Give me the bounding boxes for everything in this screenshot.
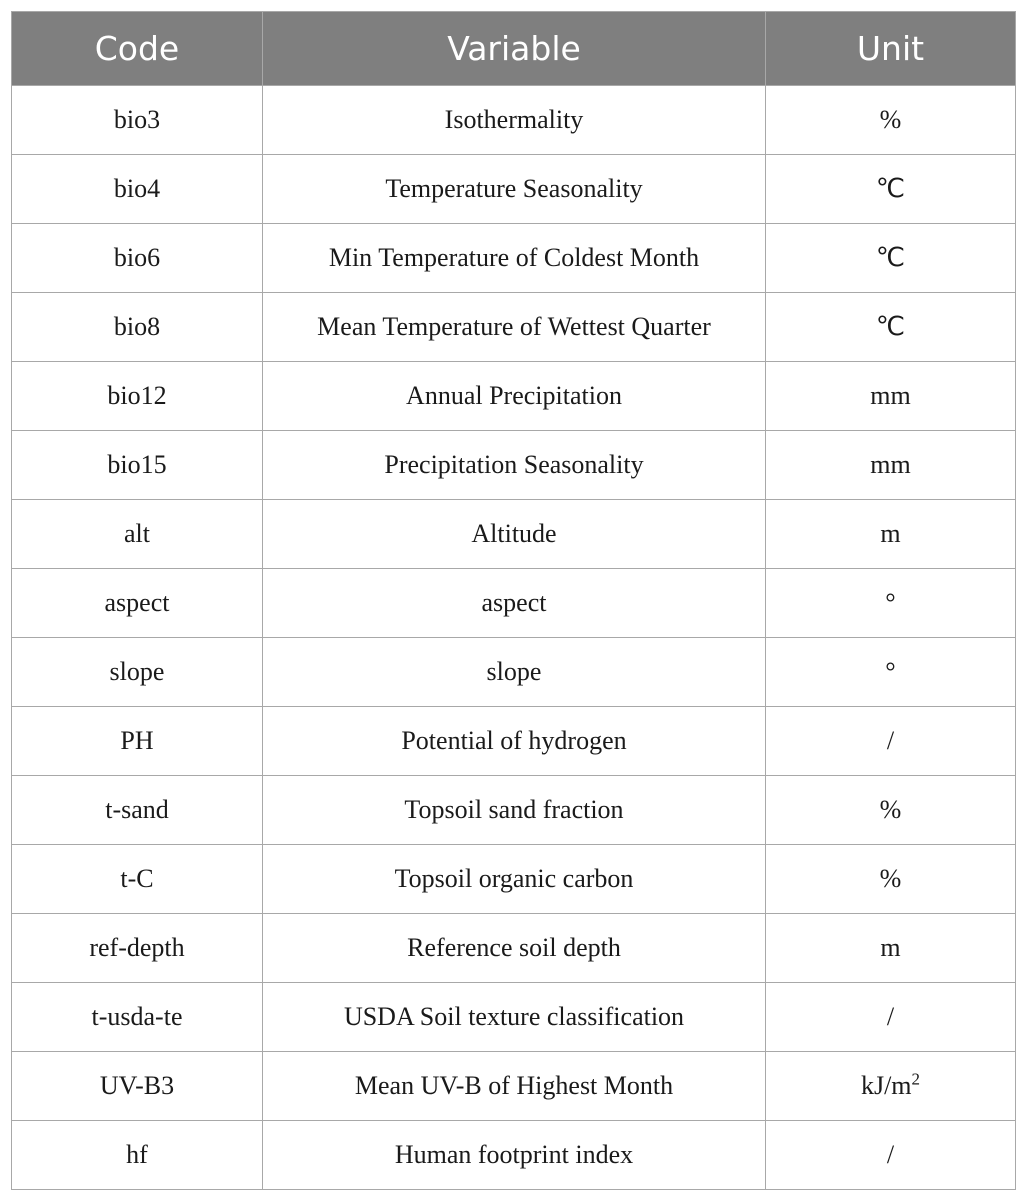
cell-code: ref-depth bbox=[12, 914, 263, 983]
cell-variable: Topsoil organic carbon bbox=[263, 845, 766, 914]
table-row bbox=[12, 1052, 1016, 1121]
cell-variable: Topsoil sand fraction bbox=[263, 776, 766, 845]
cell-code: alt bbox=[12, 500, 263, 569]
cell-unit bbox=[766, 776, 1016, 845]
cell-variable: Temperature Seasonality bbox=[263, 155, 766, 224]
cell-code: t-sand bbox=[12, 776, 263, 845]
table-row bbox=[12, 569, 1016, 638]
unit-superscript: 2 bbox=[911, 1069, 921, 1089]
table-row bbox=[12, 362, 1016, 431]
cell-variable: Reference soil depth bbox=[263, 914, 766, 983]
unit-text: / bbox=[886, 1140, 895, 1169]
cell-variable: Annual Precipitation bbox=[263, 362, 766, 431]
table-body bbox=[12, 86, 1016, 1190]
cell-code: bio8 bbox=[12, 293, 263, 362]
cell-code: t-C bbox=[12, 845, 263, 914]
cell-variable: Isothermality bbox=[263, 86, 766, 155]
table-row bbox=[12, 1121, 1016, 1190]
cell-variable: Mean Temperature of Wettest Quarter bbox=[263, 293, 766, 362]
unit-text: m bbox=[880, 933, 901, 962]
unit-text: mm bbox=[870, 381, 911, 410]
cell-code: bio6 bbox=[12, 224, 263, 293]
unit-text: / bbox=[886, 1002, 895, 1031]
cell-variable: Potential of hydrogen bbox=[263, 707, 766, 776]
unit-text: mm bbox=[870, 450, 911, 479]
unit-text: ° bbox=[885, 657, 896, 686]
unit-text: ° bbox=[885, 588, 896, 617]
header-code: Code bbox=[12, 12, 263, 86]
table-row bbox=[12, 983, 1016, 1052]
cell-unit bbox=[766, 224, 1016, 293]
cell-variable: Human footprint index bbox=[263, 1121, 766, 1190]
table-row bbox=[12, 500, 1016, 569]
table-row bbox=[12, 845, 1016, 914]
cell-unit bbox=[766, 500, 1016, 569]
cell-unit bbox=[766, 86, 1016, 155]
table-row bbox=[12, 707, 1016, 776]
cell-code: UV-B3 bbox=[12, 1052, 263, 1121]
table-row bbox=[12, 638, 1016, 707]
table-row bbox=[12, 776, 1016, 845]
cell-code: bio4 bbox=[12, 155, 263, 224]
unit-text: % bbox=[879, 105, 902, 134]
cell-unit bbox=[766, 569, 1016, 638]
cell-variable: Precipitation Seasonality bbox=[263, 431, 766, 500]
unit-text: / bbox=[886, 726, 895, 755]
variables-table bbox=[11, 11, 1016, 1190]
unit-text: % bbox=[879, 864, 902, 893]
unit-text: kJ/m bbox=[860, 1071, 912, 1100]
unit-text: ℃ bbox=[875, 312, 906, 341]
unit-text: % bbox=[879, 795, 902, 824]
cell-variable: Min Temperature of Coldest Month bbox=[263, 224, 766, 293]
header-row bbox=[12, 12, 1016, 86]
cell-unit bbox=[766, 638, 1016, 707]
cell-unit bbox=[766, 431, 1016, 500]
header-unit: Unit bbox=[766, 12, 1016, 86]
table-row bbox=[12, 155, 1016, 224]
cell-variable: slope bbox=[263, 638, 766, 707]
cell-code: hf bbox=[12, 1121, 263, 1190]
cell-unit bbox=[766, 845, 1016, 914]
cell-variable: USDA Soil texture classification bbox=[263, 983, 766, 1052]
cell-unit bbox=[766, 1121, 1016, 1190]
cell-unit bbox=[766, 155, 1016, 224]
table-row bbox=[12, 224, 1016, 293]
cell-unit bbox=[766, 293, 1016, 362]
unit-text: ℃ bbox=[875, 243, 906, 272]
cell-code: slope bbox=[12, 638, 263, 707]
cell-variable: Altitude bbox=[263, 500, 766, 569]
table-row bbox=[12, 431, 1016, 500]
cell-unit bbox=[766, 362, 1016, 431]
cell-unit bbox=[766, 1052, 1016, 1121]
cell-code: aspect bbox=[12, 569, 263, 638]
cell-code: bio12 bbox=[12, 362, 263, 431]
table-row bbox=[12, 293, 1016, 362]
cell-code: t-usda-te bbox=[12, 983, 263, 1052]
cell-variable: aspect bbox=[263, 569, 766, 638]
unit-text: ℃ bbox=[875, 174, 906, 203]
cell-code: bio15 bbox=[12, 431, 263, 500]
unit-text: m bbox=[880, 519, 901, 548]
cell-unit bbox=[766, 983, 1016, 1052]
header-variable: Variable bbox=[263, 12, 766, 86]
cell-code: bio3 bbox=[12, 86, 263, 155]
cell-variable: Mean UV-B of Highest Month bbox=[263, 1052, 766, 1121]
cell-unit bbox=[766, 707, 1016, 776]
table-row bbox=[12, 86, 1016, 155]
cell-unit bbox=[766, 914, 1016, 983]
cell-code: PH bbox=[12, 707, 263, 776]
table-row bbox=[12, 914, 1016, 983]
